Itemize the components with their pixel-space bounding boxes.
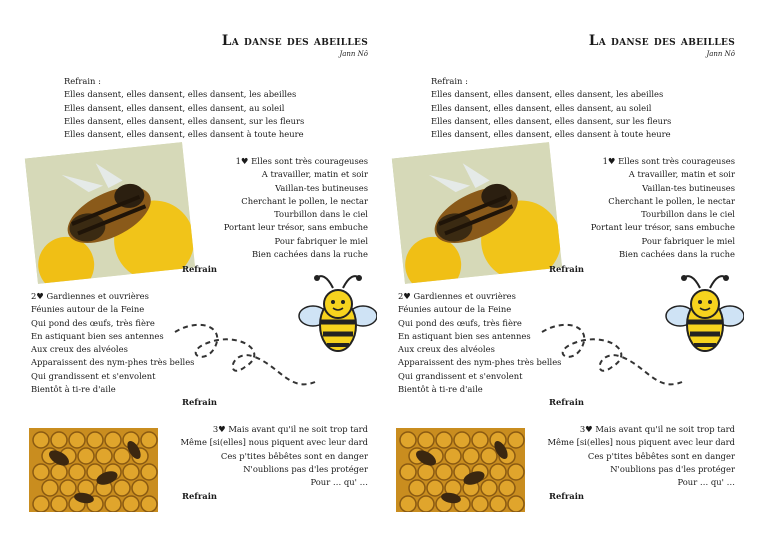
refrain-marker: Refrain [182, 264, 218, 274]
verse-3-first-line: 3♥ Mais avant qu'il ne soit trop tard [212, 424, 368, 434]
song-title: La danse des abeilles [588, 33, 735, 49]
verse-1-line: Pour fabriquer le miel [274, 235, 368, 246]
verse-1 [591, 155, 735, 261]
verse-1-line: Bien cachées dans la ruche [619, 249, 735, 260]
refrain-block [64, 75, 304, 141]
verse-2-line: Aux creux des alvéoles [31, 344, 128, 355]
refrain-line: Elles dansent, elles dansent, elles dansent à toute heure [64, 129, 304, 140]
verse-3-line: Même [si(elles] nous piquent avec leur dard [180, 437, 368, 448]
refrain-line: Elles dansent, elles dansent, elles dansent, sur les fleurs [431, 115, 672, 126]
verse-3 [180, 423, 368, 489]
verse-1-line: Vaillan-tes butineuses [275, 182, 368, 193]
refrain-line: Elles dansent, elles dansent, elles dansent à toute heure [431, 129, 671, 140]
verse-1-line: Vaillan-tes butineuses [642, 182, 735, 193]
verse-2-line: En astiquant bien ses antennes [31, 330, 164, 341]
verse-3-line: Ces p'tites bêbêtes sont en danger [220, 450, 368, 461]
refrain-marker: Refrain [549, 491, 585, 501]
verse-2-line: Aux creux des alvéoles [398, 344, 495, 355]
refrain-marker: Refrain [549, 264, 585, 274]
verse-3-line: Même [si(elles] nous piquent avec leur dard [547, 437, 735, 448]
verse-2-line: Féunies autour de la Feine [398, 304, 512, 315]
refrain-line: Elles dansent, elles dansent, elles dansent, les abeilles [64, 89, 297, 100]
verse-3-line: Ces p'tites bêbêtes sont en danger [587, 450, 735, 461]
refrain-line: Elles dansent, elles dansent, elles dansent, les abeilles [431, 89, 664, 100]
bee-on-flower-photo [25, 142, 195, 284]
bee-on-flower-photo [392, 142, 562, 284]
refrain-line: Elles dansent, elles dansent, elles dansent, au soleil [431, 102, 652, 113]
verse-3 [547, 423, 735, 489]
verse-1-first-line: 1♥ Elles sont très courageuses [235, 156, 368, 166]
verse-1-line: A travailler, matin et soir [261, 169, 368, 180]
verse-1-first-line: 1♥ Elles sont très courageuses [602, 156, 735, 166]
lyrics-sheet-right [367, 0, 751, 543]
verse-2-line: Féunies autour de la Feine [31, 304, 145, 315]
verse-1-line: Tourbillon dans le ciel [274, 209, 368, 220]
verse-3-first-line: 3♥ Mais avant qu'il ne soit trop tard [579, 424, 735, 434]
verse-2-line: Qui grandissent et s'envolent [398, 370, 523, 381]
refrain-heading: Refrain : [64, 76, 101, 86]
verse-1 [224, 155, 368, 261]
verse-1-line: Pour fabriquer le miel [641, 235, 735, 246]
verse-2-first-line: 2♥ Gardiennes et ouvrières [398, 291, 516, 301]
verse-3-line: N'oublions pas d'les protéger [610, 463, 735, 474]
verse-2-line: Bientôt à ti-re d'aile [398, 384, 483, 395]
song-title: La danse des abeilles [221, 33, 368, 49]
cartoon-bee-icon [664, 270, 744, 366]
refrain-marker: Refrain [182, 397, 218, 407]
verse-3-line: Pour … qu' … [677, 477, 735, 488]
verse-2-first-line: 2♥ Gardiennes et ouvrières [31, 291, 149, 301]
verse-2-line: Qui pond des œufs, très fière [31, 317, 155, 328]
verse-1-line: Tourbillon dans le ciel [641, 209, 735, 220]
refrain-heading: Refrain : [431, 76, 468, 86]
verse-1-line: A travailler, matin et soir [628, 169, 735, 180]
cartoon-bee-icon [297, 270, 377, 366]
verse-2-line: Apparaissent des nym-phes très belles [398, 357, 562, 368]
refrain-marker: Refrain [182, 491, 218, 501]
verse-1-line: Cherchant le pollen, le nectar [241, 195, 368, 206]
honeycomb-bees-photo [29, 428, 158, 512]
verse-2-line: Qui grandissent et s'envolent [31, 370, 156, 381]
honeycomb-bees-photo [396, 428, 525, 512]
verse-2-line: Bientôt à ti-re d'aile [31, 384, 116, 395]
verse-2-line: En astiquant bien ses antennes [398, 330, 531, 341]
verse-3-line: Pour … qu' … [310, 477, 368, 488]
refrain-block [431, 75, 671, 141]
song-author: Jann Nô [339, 50, 368, 58]
verse-1-line: Portant leur trésor, sans embuche [590, 222, 735, 233]
verse-1-line: Cherchant le pollen, le nectar [608, 195, 735, 206]
refrain-marker: Refrain [549, 397, 585, 407]
song-author: Jann Nô [706, 50, 735, 58]
refrain-line: Elles dansent, elles dansent, elles dansent, sur les fleurs [64, 115, 305, 126]
verse-1-line: Bien cachées dans la ruche [252, 249, 368, 260]
verse-2-line: Apparaissent des nym-phes très belles [31, 357, 195, 368]
verse-3-line: N'oublions pas d'les protéger [243, 463, 368, 474]
verse-2-line: Qui pond des œufs, très fière [398, 317, 522, 328]
verse-1-line: Portant leur trésor, sans embuche [223, 222, 368, 233]
refrain-line: Elles dansent, elles dansent, elles dansent, au soleil [64, 102, 285, 113]
